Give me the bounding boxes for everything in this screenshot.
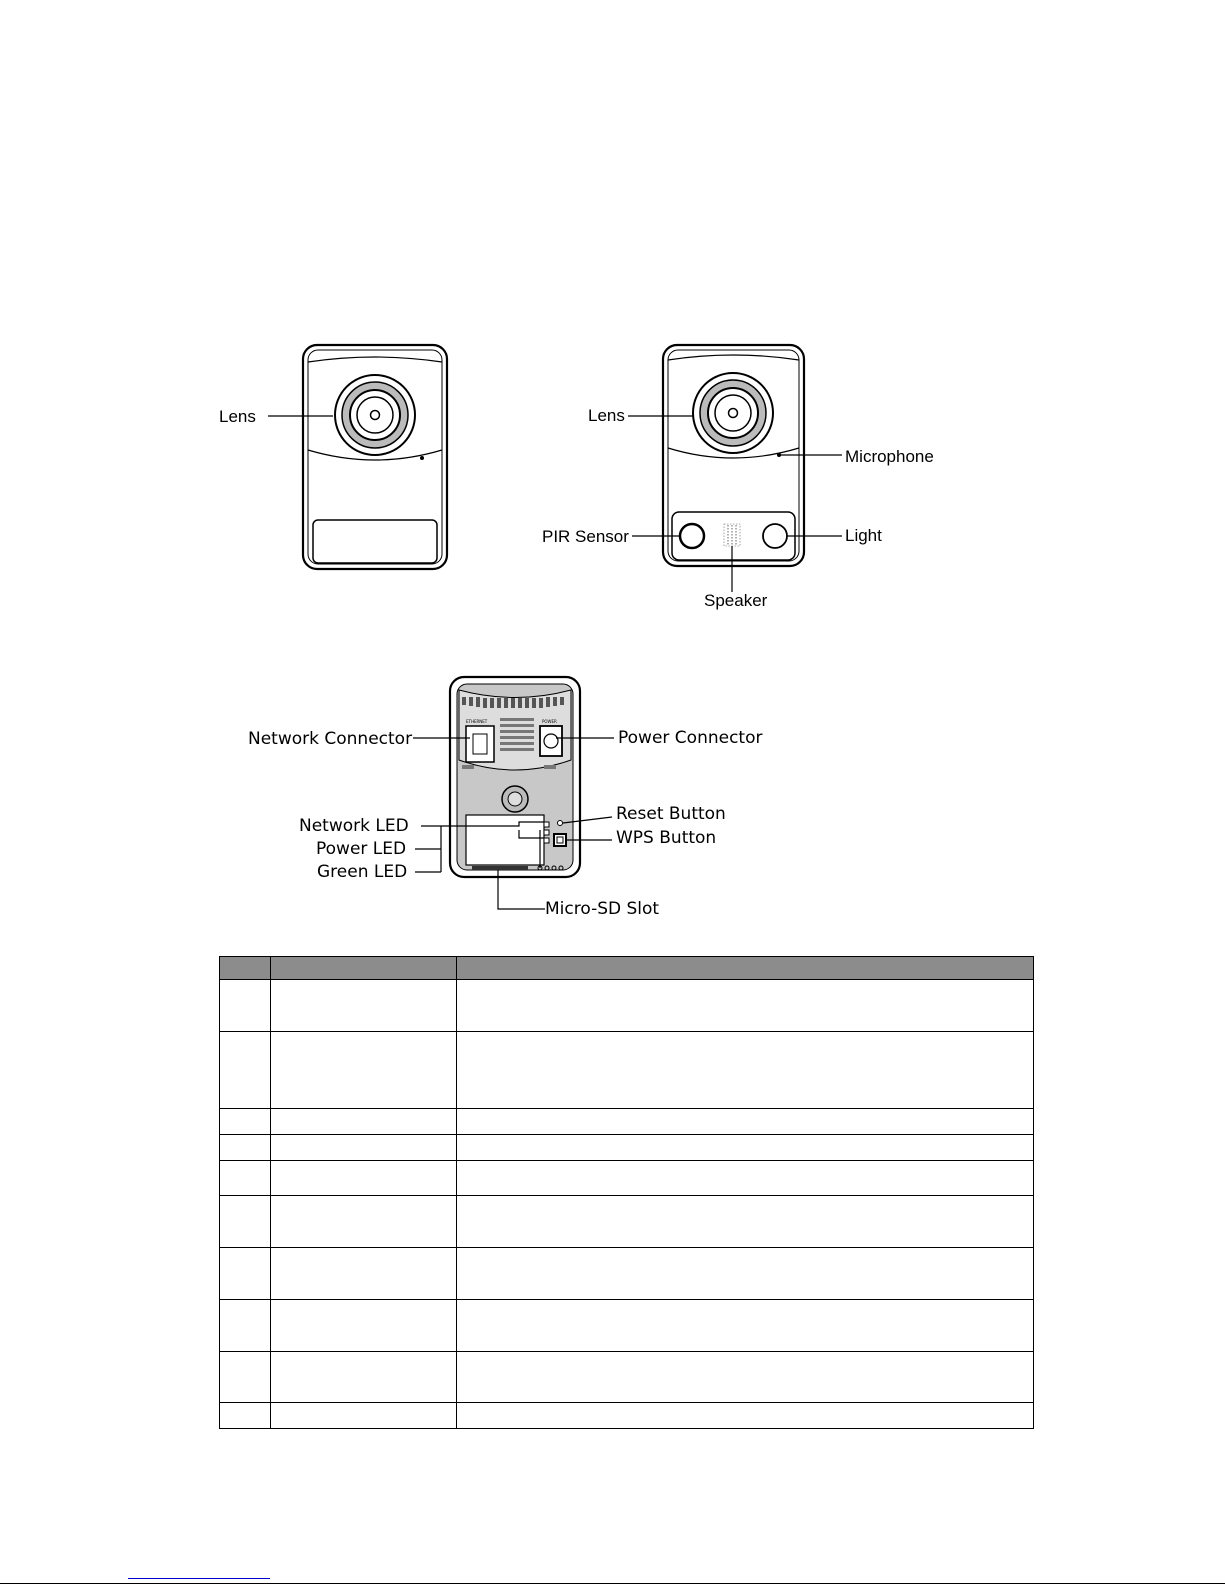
reset-button — [558, 821, 563, 826]
front-lens — [335, 375, 415, 455]
table-row — [220, 1109, 1034, 1135]
microphone-label: Microphone — [845, 447, 934, 466]
network-connector-label: Network Connector — [248, 729, 413, 749]
ethernet-port — [466, 719, 494, 762]
pir-sensor-label: PIR Sensor — [542, 527, 629, 546]
table-header-row — [220, 957, 1034, 980]
green-led-label: Green LED — [317, 862, 408, 882]
table-row — [220, 1135, 1034, 1161]
table-row — [220, 1161, 1034, 1196]
reset-button-label: Reset Button — [616, 804, 726, 824]
sensor-lens — [693, 373, 773, 453]
sensor-lens-label: Lens — [588, 406, 625, 425]
table-row — [220, 1196, 1034, 1248]
table-header-cell — [457, 957, 1034, 980]
table-row — [220, 1248, 1034, 1300]
power-text: POWER — [542, 719, 557, 724]
speaker-label: Speaker — [704, 591, 768, 610]
table-row — [220, 980, 1034, 1032]
pir-sensor — [680, 524, 704, 548]
footer-rule — [0, 1583, 1225, 1584]
table-row — [220, 1032, 1034, 1109]
table-row — [220, 1403, 1034, 1429]
light-label: Light — [845, 526, 882, 545]
light — [763, 524, 787, 548]
wps-button-label: WPS Button — [616, 828, 717, 848]
front-lens-label: Lens — [219, 407, 256, 426]
table-header-cell — [271, 957, 457, 980]
front-view — [219, 345, 447, 569]
table-row — [220, 1300, 1034, 1352]
micro-sd-slot-label: Micro-SD Slot — [545, 899, 660, 919]
back-view — [248, 677, 762, 919]
power-connector-label: Power Connector — [618, 728, 763, 748]
footer-link-underline[interactable] — [128, 1578, 270, 1579]
network-led-label: Network LED — [299, 816, 409, 836]
power-led-label: Power LED — [316, 839, 407, 859]
sensor-view — [542, 345, 934, 610]
table-header-cell — [220, 957, 271, 980]
table-row — [220, 1352, 1034, 1403]
ethernet-text: ETHERNET — [466, 719, 488, 724]
spec-table — [219, 956, 1034, 1429]
